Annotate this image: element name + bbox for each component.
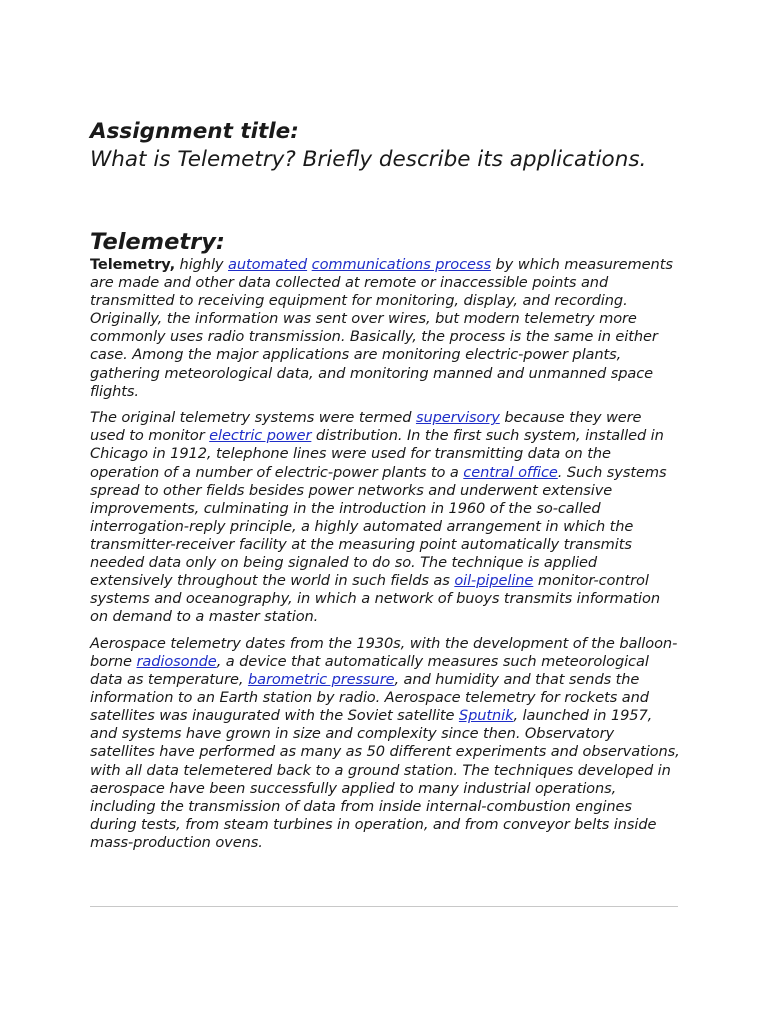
assignment-question: What is Telemetry? Briefly describe its applications. <box>90 147 647 172</box>
link-sputnik[interactable]: Sputnik <box>458 707 514 725</box>
text-run: , and humidity and that sends the information to an Earth station by radio. Aerospace telemetry for rockets and satellites was inaugurated with the Soviet satellite <box>90 671 649 725</box>
link-supervisory[interactable]: supervisory <box>415 409 500 427</box>
link-central-office[interactable]: central office <box>463 463 558 481</box>
link-communications-process[interactable]: communications process <box>311 256 491 273</box>
section-heading: Telemetry: <box>90 229 225 255</box>
paragraph-intro <box>90 256 680 401</box>
text-run: . Such systems spread to other fields besides power networks and underwent extensive improvements, culminating in the introduction in 1960 of the so-called interrogation-reply principle, a highly automated arrangement in which the transmitter-receiver facility at the measuring point automatically transmits needed data only on being signaled to do so. The technique is applied extensively throughout the world in such fields as <box>90 463 667 590</box>
link-barometric-pressure[interactable]: barometric pressure <box>247 671 395 689</box>
link-oil-pipeline[interactable]: oil-pipeline <box>454 572 534 590</box>
document-content <box>90 118 680 861</box>
text-run: The original telemetry systems were termed <box>90 409 416 427</box>
text-run: , launched in 1957, and systems have grown in size and complexity since then. Observatory satellites have performed as many as 50 different experiments and observations, with all data telemetered back to a ground station. The techniques developed in aerospace have been successfully applied to many industrial operations, including the transmission of data from inside internal-combustion engines during tests, from steam turbines in operation, and from conveyor belts inside mass-production ovens. <box>90 707 680 851</box>
link-radiosonde[interactable]: radiosonde <box>136 652 217 670</box>
paragraph-aerospace <box>90 635 680 852</box>
paragraph-history <box>90 409 680 626</box>
text-run: highly <box>175 256 229 273</box>
text-run: distribution. In the first such system, installed in Chicago in 1912, telephone lines were used for transmitting data on the operation of a number of electric-power plants to a <box>90 427 664 481</box>
lead-term: Telemetry, <box>90 256 176 273</box>
assignment-label: Assignment title: <box>90 119 299 144</box>
link-electric-power[interactable]: electric power <box>209 427 312 445</box>
text-run: , a device that automatically measures such meteorological data as temperature, <box>90 652 649 689</box>
text-run: by which measurements are made and other data collected at remote or inaccessible points and transmitted to receiving equipment for monitoring, display, and recording. Originally, the information was sent over wires, but modern telemetry more commonly uses radio transmission. Basically, the process is the same in either case. Among the major applications are monitoring electric-power plants, gathering meteorological data, and monitoring manned and unmanned space flights. <box>90 256 673 400</box>
text-run: monitor-control systems and oceanography, in which a network of buoys transmits information on demand to a master station. <box>90 572 660 626</box>
text-run: because they were used to monitor <box>90 409 642 445</box>
link-automated[interactable]: automated <box>228 256 308 273</box>
text-run: Aerospace telemetry dates from the 1930s, with the development of the balloon-borne <box>90 634 678 670</box>
page-divider <box>90 906 678 907</box>
